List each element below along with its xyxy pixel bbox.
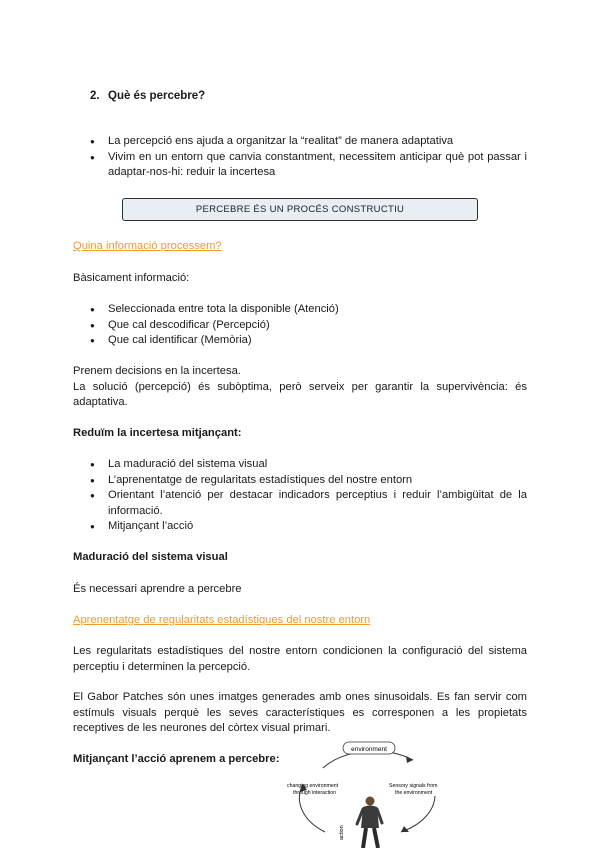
left-label-1: changing environment xyxy=(287,783,339,789)
regularities-link[interactable]: Aprenentatge de regularitats estadístiques del nostre entorn xyxy=(73,614,371,626)
decisions-paragraph xyxy=(73,364,527,411)
arrow-head-icon xyxy=(406,756,413,763)
list-item: ● La percepció ens ajuda a organitzar la “realitat” de manera adaptativa xyxy=(90,134,527,150)
section-heading xyxy=(90,89,544,105)
left-label-2: through interaction xyxy=(293,790,336,796)
maturation-text: És necessari aprendre a percebre xyxy=(73,583,242,595)
basic-info-text: Bàsicament informació: xyxy=(73,272,190,284)
right-label-1: Sensory signals from xyxy=(389,783,438,789)
highlight-box-text: PERCEBRE ÉS UN PROCÉS CONSTRUCTIU xyxy=(195,204,405,215)
walking-person-icon xyxy=(357,797,382,848)
list-item: ● L’aprenentatge de regularitats estadístiques del nostre entorn xyxy=(90,473,527,489)
environment-label: environment xyxy=(351,746,387,753)
intro-bullet-list xyxy=(90,134,527,181)
action-label: action xyxy=(339,825,345,840)
section-number: 2. xyxy=(90,90,100,102)
info-bullet-list xyxy=(90,302,527,349)
action-heading: Mitjançant l’acció aprenem a percebre: xyxy=(73,753,280,765)
gabor-paragraph: El Gabor Patches són unes imatges generades amb ones sinusoidals. Es fan servir com estímuls visuals perquè les seves característiques es corresponen a les propietats receptives de les neurones del còrtex visual primari. xyxy=(73,691,527,734)
reduce-heading: Reduïm la incertesa mitjançant: xyxy=(73,427,242,439)
cycle-arrow-right xyxy=(401,796,435,832)
maturation-heading: Maduració del sistema visual xyxy=(73,551,228,563)
list-item: ● Que cal identificar (Memòria) xyxy=(90,333,527,349)
reduce-bullet-list xyxy=(90,457,527,535)
list-item: ● Seleccionada entre tota la disponible (Atenció) xyxy=(90,302,527,318)
list-item: ● Mitjançant l’acció xyxy=(90,519,527,535)
info-link[interactable]: Quina informació processem? xyxy=(73,240,222,252)
decisions-line-1: Prenem decisions en la incertesa. xyxy=(73,365,241,377)
section-title: Què és percebre? xyxy=(108,90,206,102)
list-item: ● Orientant l’atenció per destacar indicadors perceptius i reduir l’ambigüitat de la informació. xyxy=(90,488,527,519)
right-label-2: the environment xyxy=(395,790,433,796)
list-item: ● Que cal descodificar (Percepció) xyxy=(90,318,527,334)
regularities-paragraph: Les regularitats estadístiques del nostre entorn condicionen la configuració del sistema perceptiu i determinen la percepció. xyxy=(73,645,527,673)
list-item: ● Vivim en un entorn que canvia constantment, necessitem anticipar què pot passar i adaptar-nos-hi: reduir la incertesa xyxy=(90,150,527,181)
list-item: ● La maduració del sistema visual xyxy=(90,457,527,473)
decisions-line-2: La solució (percepció) és subòptima, però serveix per garantir la supervivència: és adaptativa. xyxy=(73,380,527,408)
highlight-box xyxy=(122,198,478,221)
action-perception-diagram xyxy=(283,740,453,848)
info-link-wrapper xyxy=(73,239,527,255)
regularities-link-wrapper xyxy=(73,613,527,629)
